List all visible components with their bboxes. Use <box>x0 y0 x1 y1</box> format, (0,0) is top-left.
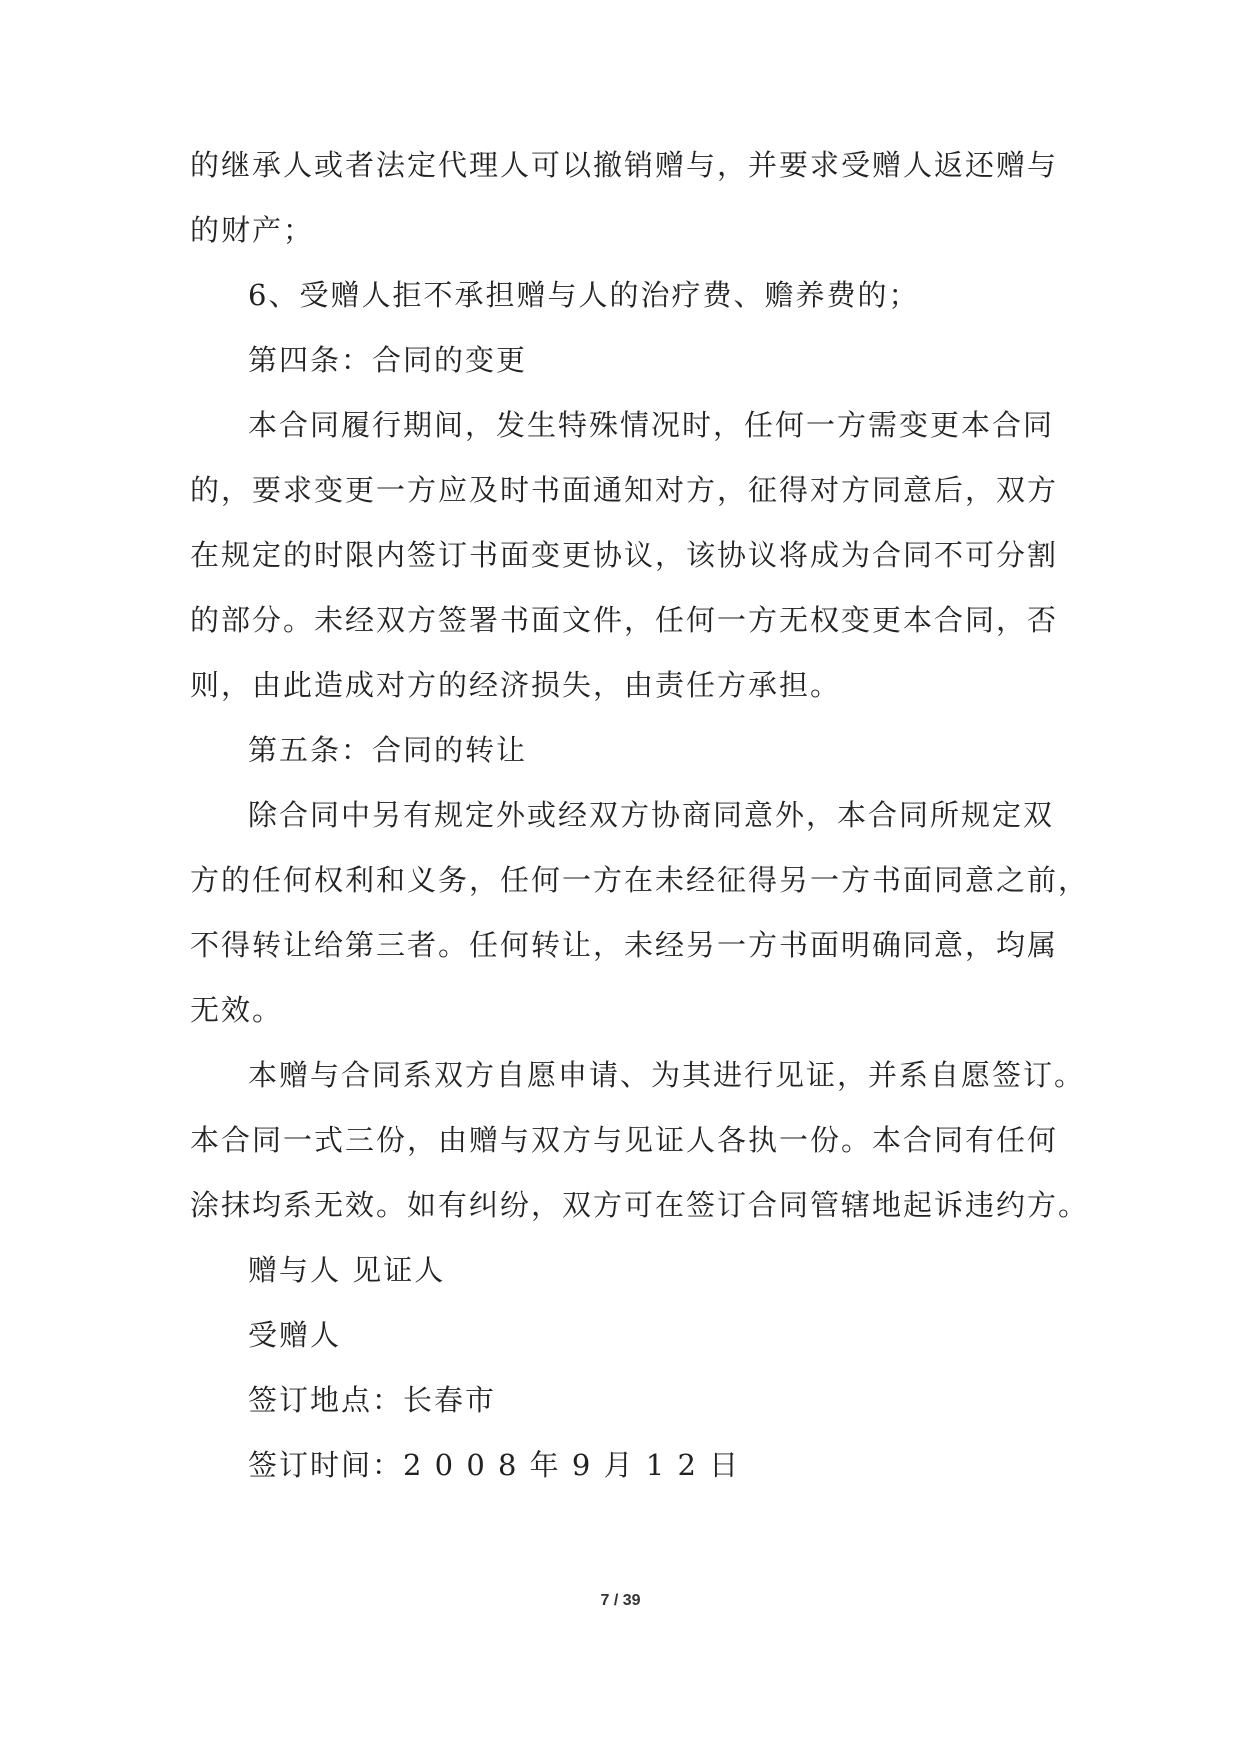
text-line: 的继承人或者法定代理人可以撤销赠与，并要求受赠人返还赠与 <box>190 148 1059 182</box>
text-line: 的财产； <box>190 213 315 247</box>
text-line: 签订时间：2 0 0 8 年 9 月 1 2 日 <box>248 1448 741 1482</box>
text-line: 在规定的时限内签订书面变更协议，该协议将成为合同不可分割 <box>190 538 1059 572</box>
text-line: 签订地点：长春市 <box>248 1383 497 1417</box>
text-line: 6、受赠人拒不承担赠与人的治疗费、赡养费的； <box>248 278 920 312</box>
text-line: 的部分。未经双方签署书面文件，任何一方无权变更本合同，否 <box>190 603 1059 637</box>
text-line: 的，要求变更一方应及时书面通知对方，征得对方同意后，双方 <box>190 473 1059 507</box>
text-line: 本合同一式三份，由赠与双方与见证人各执一份。本合同有任何 <box>190 1123 1059 1157</box>
text-line: 不得转让给第三者。任何转让，未经另一方书面明确同意，均属 <box>190 928 1059 962</box>
text-line: 本赠与合同系双方自愿申请、为其进行见证，并系自愿签订。 <box>248 1058 1086 1092</box>
text-line: 本合同履行期间，发生特殊情况时，任何一方需变更本合同 <box>248 408 1055 442</box>
text-line: 第五条：合同的转让 <box>248 733 528 767</box>
text-line: 则，由此造成对方的经济损失，由责任方承担。 <box>190 668 842 702</box>
text-line: 除合同中另有规定外或经双方协商同意外，本合同所规定双 <box>248 798 1055 832</box>
text-line: 无效。 <box>190 993 284 1027</box>
document-body <box>190 133 1090 1498</box>
text-line: 赠与人 见证人 <box>248 1253 446 1287</box>
page-number: 7 / 39 <box>600 1592 641 1609</box>
text-line: 受赠人 <box>248 1318 342 1352</box>
text-line: 涂抹均系无效。如有纠纷，双方可在签订合同管辖地起诉违约方。 <box>190 1188 1090 1222</box>
text-line: 方的任何权利和义务，任何一方在未经征得另一方书面同意之前， <box>190 863 1090 897</box>
text-line: 第四条：合同的变更 <box>248 343 528 377</box>
